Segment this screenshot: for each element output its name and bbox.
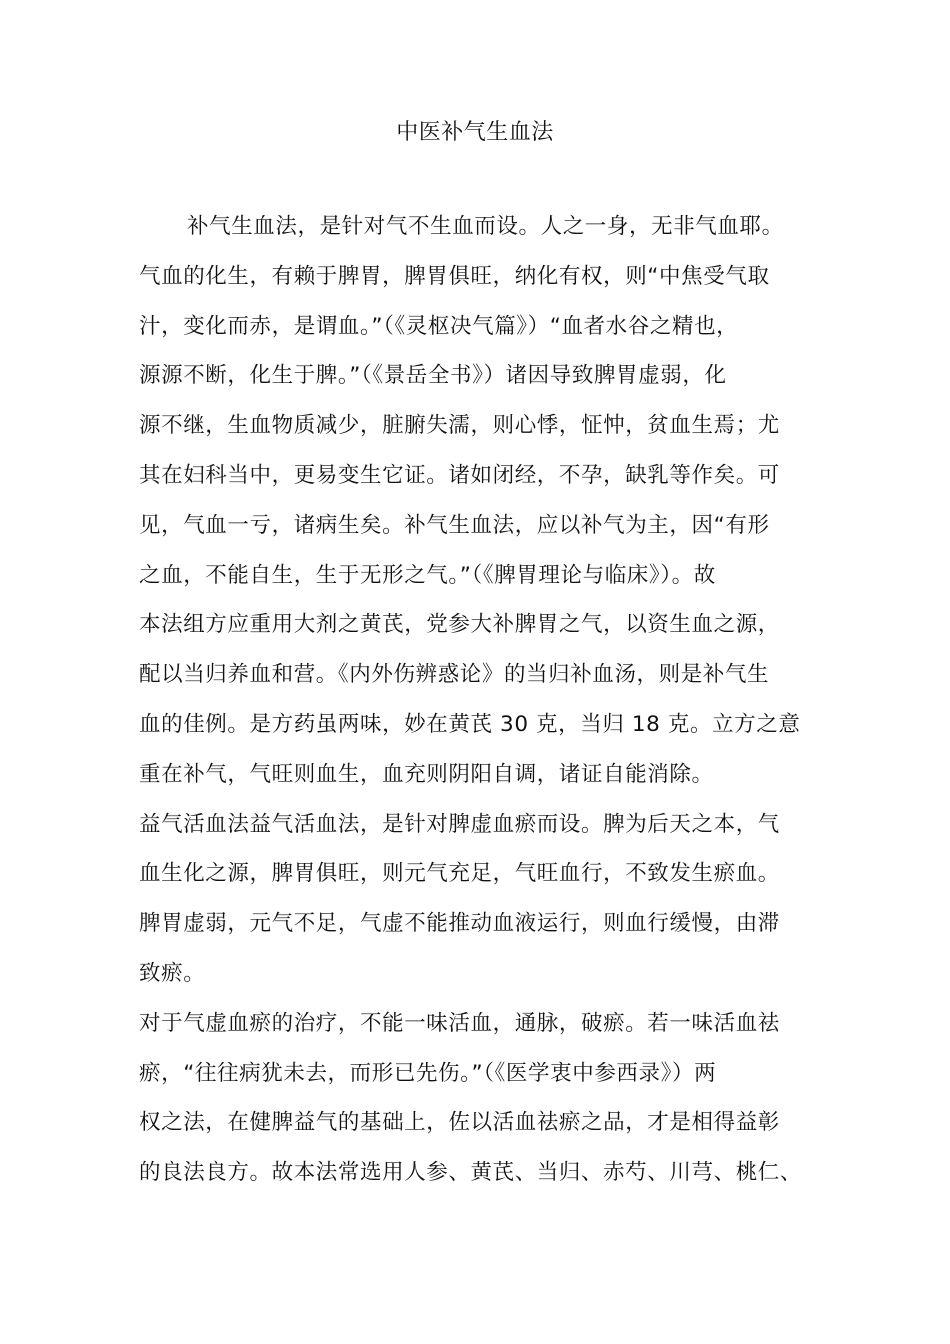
text-line: 源不继，生血物质减少，脏腑失濡，则心悸，怔忡，贫血生焉；尤: [139, 413, 780, 439]
text-line: 见，气血一亏，诸病生矣。补气生血法，应以补气为主，因“有形: [139, 512, 770, 538]
text-line: 其在妇科当中，更易变生它证。诸如闭经，不孕，缺乳等作矣。可: [139, 462, 780, 488]
text-line: 之血，不能自生，生于无形之气。”（《脾胃理论与临床》）。故: [139, 562, 716, 588]
text-line: 益气活血法益气活血法，是针对脾虚血瘀而设。脾为后天之本，气: [139, 811, 780, 837]
text-line: 气血的化生，有赖于脾胃，脾胃俱旺，纳化有权，则“中焦受气取: [139, 263, 770, 289]
text-line: 的良法良方。故本法常选用人参、黄芪、当归、赤芍、川芎、桃仁、: [139, 1160, 803, 1186]
text-line: 重在补气，气旺则血生，血充则阴阳自调，诸证自能消除。: [139, 761, 714, 787]
text-line: 源源不断，化生于脾。”（《景岳全书》）诸因导致脾胃虚弱，化: [139, 363, 727, 389]
text-line: 血的佳例。是方药虽两味，妙在黄芪 30 克，当归 18 克。立方之意: [139, 711, 801, 737]
text-line: 对于气虚血瘀的治疗，不能一味活血，通脉，破瘀。若一味活血祛: [139, 1010, 780, 1036]
document-body: [139, 202, 803, 1198]
text-line: 瘀，“往往病犹未去，而形已先伤。”（《医学衷中参西录》）两: [139, 1060, 717, 1086]
document-title: 中医补气生血法: [396, 120, 554, 145]
text-line: 致瘀。: [139, 960, 206, 986]
text-line: 配以当归养血和营。《内外伤辨惑论》的当归补血汤，则是补气生: [139, 662, 770, 688]
text-line: 血生化之源，脾胃俱旺，则元气充足，气旺血行，不致发生瘀血。: [139, 861, 780, 887]
text-line: 权之法，在健脾益气的基础上，佐以活血祛瘀之品，才是相得益彰: [139, 1110, 780, 1136]
text-line: 本法组方应重用大剂之黄芪，党参大补脾胃之气，以资生血之源，: [139, 612, 780, 638]
text-line: 脾胃虚弱，元气不足，气虚不能推动血液运行，则血行缓慢，由滞: [139, 911, 780, 937]
text-line: 汁，变化而赤，是谓血。”（《灵枢决气篇》）“血者水谷之精也，: [139, 313, 739, 339]
text-line: 补气生血法，是针对气不生血而设。人之一身，无非气血耶。: [187, 214, 784, 239]
